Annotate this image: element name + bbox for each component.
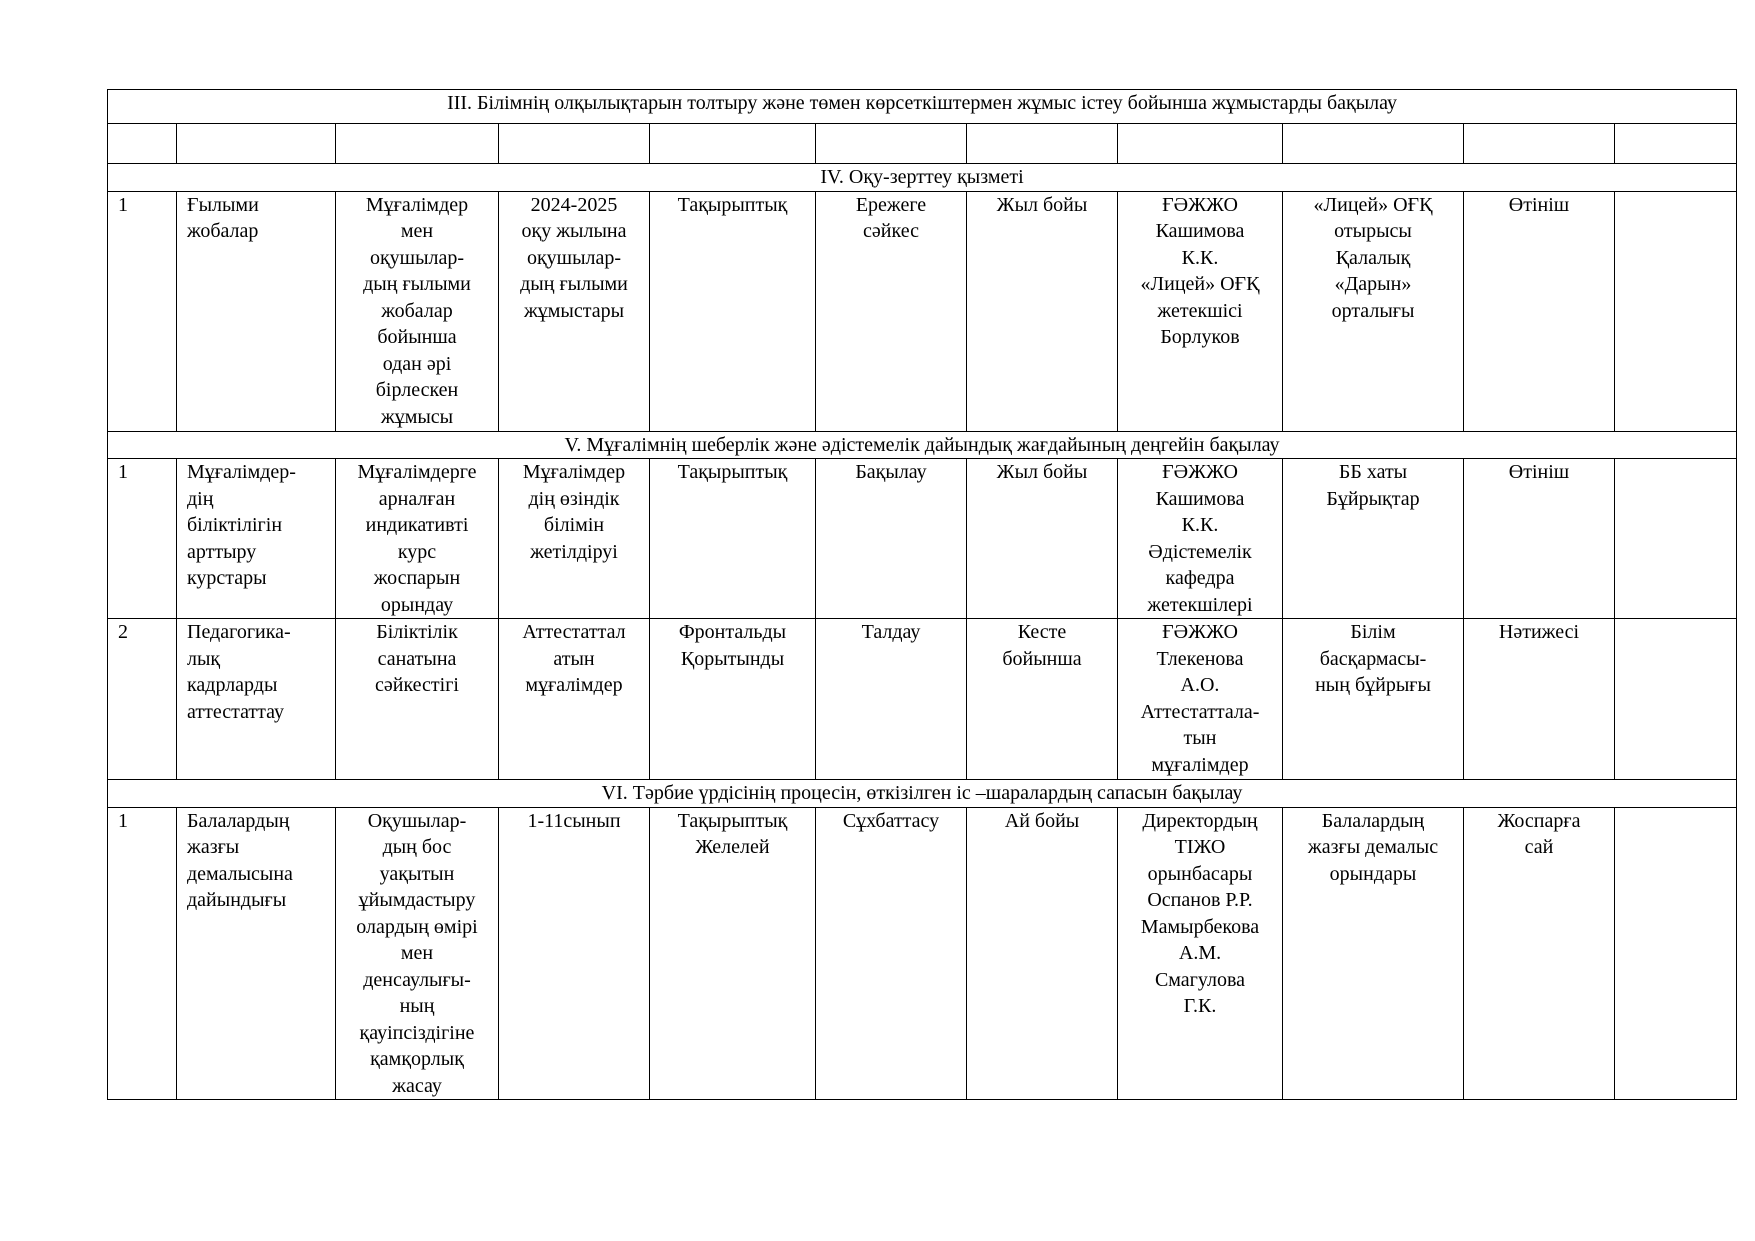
cell-line: «Лицей» ОҒҚ bbox=[1140, 273, 1260, 295]
cell-line: Жыл бойы bbox=[996, 461, 1088, 483]
cell-line: дің bbox=[187, 487, 214, 510]
cell-line: бойынша bbox=[377, 326, 457, 348]
empty-cell bbox=[1283, 124, 1464, 164]
section-title: III. Білімнің олқылықтарын толтыру және төмен көрсеткіштермен жұмыс істеу бойынша жұмыстарды бақылау bbox=[108, 90, 1737, 124]
cell-line: жобалар bbox=[381, 299, 453, 322]
control-responsible bbox=[1118, 619, 1283, 780]
row-number: 2 bbox=[108, 619, 177, 780]
control-extra bbox=[1615, 619, 1737, 780]
cell-line: дайындығы bbox=[187, 889, 287, 911]
control-extra bbox=[1615, 459, 1737, 619]
cell-line: дің өзіндік bbox=[528, 487, 620, 510]
cell-line: мұғалімдер bbox=[1151, 753, 1249, 776]
cell-line: Борлуков bbox=[1160, 326, 1240, 348]
cell-line: Аттестаттала- bbox=[1140, 700, 1260, 723]
cell-line: Қалалық bbox=[1335, 246, 1411, 269]
cell-line: кафедра bbox=[1165, 567, 1235, 589]
cell-line: Бақылау bbox=[855, 461, 927, 483]
cell-line: сәйкестігі bbox=[375, 674, 459, 696]
cell-line: мен bbox=[400, 942, 434, 964]
control-result bbox=[1464, 807, 1615, 1100]
control-topic bbox=[177, 459, 336, 619]
empty-cell bbox=[108, 124, 177, 164]
empty-cell bbox=[967, 124, 1118, 164]
cell-line: 2024-2025 bbox=[530, 193, 618, 216]
cell-line: ның bbox=[399, 995, 435, 1017]
cell-line: Балалардың bbox=[187, 809, 290, 832]
cell-line: А.М. bbox=[1178, 942, 1222, 964]
cell-line: жазғы bbox=[187, 836, 240, 858]
control-period bbox=[967, 459, 1118, 619]
cell-line: санатына bbox=[377, 647, 457, 670]
empty-cell bbox=[336, 124, 499, 164]
cell-line: жұмысы bbox=[380, 405, 454, 428]
cell-line: курс bbox=[397, 540, 437, 563]
cell-line: Фронтальды bbox=[678, 621, 787, 643]
row-number: 1 bbox=[108, 459, 177, 619]
control-result bbox=[1464, 459, 1615, 619]
control-result bbox=[1464, 191, 1615, 431]
section-header-row bbox=[108, 90, 1737, 124]
cell-line: ТІЖО bbox=[1174, 836, 1226, 858]
cell-line: Мұғалімдер- bbox=[187, 461, 296, 483]
control-review-place bbox=[1283, 191, 1464, 431]
cell-line: дың ғылыми bbox=[520, 273, 628, 295]
cell-line: кадрларды bbox=[187, 674, 278, 696]
section-title: V. Мұғалімнің шеберлік және әдістемелік дайындық жағдайының деңгейін бақылау bbox=[108, 431, 1737, 459]
cell-line: жоспарын bbox=[373, 567, 461, 589]
control-extra bbox=[1615, 191, 1737, 431]
control-period bbox=[967, 807, 1118, 1100]
empty-cell bbox=[1464, 124, 1615, 164]
control-goal bbox=[336, 807, 499, 1100]
cell-line: орынбасары bbox=[1147, 862, 1253, 885]
cell-line: жұмыстары bbox=[523, 299, 625, 322]
control-result bbox=[1464, 619, 1615, 780]
cell-line: Балалардың bbox=[1321, 809, 1425, 832]
cell-line: аттестаттау bbox=[187, 700, 285, 723]
cell-line: Өтініш bbox=[1508, 461, 1570, 483]
control-goal bbox=[336, 619, 499, 780]
cell-line: жетекшісі bbox=[1157, 299, 1243, 322]
control-review-place bbox=[1283, 807, 1464, 1100]
control-goal bbox=[336, 191, 499, 431]
control-object bbox=[499, 619, 650, 780]
cell-line: Нәтижесі bbox=[1498, 621, 1580, 643]
cell-line: Мамырбекова bbox=[1140, 915, 1260, 938]
cell-line: ның бұйрығы bbox=[1315, 674, 1431, 696]
cell-line: арттыру bbox=[187, 540, 257, 563]
cell-line: Г.К. bbox=[1183, 995, 1217, 1017]
cell-line: оқу жылына bbox=[521, 220, 627, 242]
cell-line: Смагулова bbox=[1154, 968, 1246, 991]
cell-line: орындары bbox=[1329, 862, 1417, 885]
control-extra bbox=[1615, 807, 1737, 1100]
control-method bbox=[816, 807, 967, 1100]
control-type bbox=[650, 459, 816, 619]
cell-line: Сұхбаттасу bbox=[842, 809, 940, 832]
table-row bbox=[108, 459, 1737, 619]
cell-line: А.О. bbox=[1180, 674, 1220, 696]
row-number: 1 bbox=[108, 807, 177, 1100]
cell-line: Жоспарға bbox=[1497, 809, 1581, 832]
control-type bbox=[650, 191, 816, 431]
cell-line: «Дарын» bbox=[1334, 273, 1412, 295]
cell-line: Бұйрықтар bbox=[1326, 487, 1420, 510]
cell-line: Жыл бойы bbox=[996, 193, 1088, 216]
control-period bbox=[967, 619, 1118, 780]
cell-line: 1-11сынып bbox=[527, 809, 621, 832]
cell-line: орталығы bbox=[1331, 299, 1415, 322]
empty-cell bbox=[499, 124, 650, 164]
control-period bbox=[967, 191, 1118, 431]
control-responsible bbox=[1118, 807, 1283, 1100]
control-type bbox=[650, 807, 816, 1100]
cell-line: жазғы демалыс bbox=[1307, 836, 1439, 858]
row-number: 1 bbox=[108, 191, 177, 431]
cell-line: Тлекенова bbox=[1156, 647, 1244, 670]
cell-line: мен bbox=[400, 220, 434, 242]
table-row bbox=[108, 191, 1737, 431]
cell-line: ҒӘЖЖО bbox=[1162, 193, 1238, 216]
control-object bbox=[499, 459, 650, 619]
control-responsible bbox=[1118, 459, 1283, 619]
cell-line: оқушылар- bbox=[526, 246, 622, 269]
cell-line: басқармасы- bbox=[1319, 647, 1427, 670]
cell-line: Тақырыптық bbox=[677, 809, 788, 832]
cell-line: білімін bbox=[543, 514, 605, 536]
cell-line: арналған bbox=[378, 487, 456, 510]
section-header-row bbox=[108, 431, 1737, 459]
cell-line: Ай бойы bbox=[1004, 809, 1080, 832]
cell-line: қауіпсіздігіне bbox=[359, 1021, 475, 1044]
empty-cell bbox=[1615, 124, 1737, 164]
cell-line: Аттестаттал bbox=[522, 621, 626, 643]
cell-line: индикативті bbox=[365, 514, 469, 536]
cell-line: қамқорлық bbox=[370, 1048, 464, 1070]
empty-cell bbox=[816, 124, 967, 164]
cell-line: К.К. bbox=[1181, 246, 1219, 269]
cell-line: Талдау bbox=[861, 621, 921, 643]
control-review-place bbox=[1283, 459, 1464, 619]
cell-line: Оқушылар- bbox=[367, 809, 467, 832]
cell-line: жетекшілері bbox=[1147, 593, 1253, 616]
section-title: IV. Оқу-зерттеу қызметі bbox=[108, 164, 1737, 192]
control-topic bbox=[177, 619, 336, 780]
control-goal bbox=[336, 459, 499, 619]
cell-line: бойынша bbox=[1002, 647, 1082, 670]
cell-line: мұғалімдер bbox=[525, 674, 623, 696]
control-method bbox=[816, 459, 967, 619]
cell-line: Тақырыптық bbox=[677, 193, 788, 216]
cell-line: орындау bbox=[380, 593, 454, 616]
cell-line: тын bbox=[1183, 727, 1217, 749]
empty-row bbox=[108, 124, 1737, 164]
cell-line: біліктілігін bbox=[187, 514, 283, 536]
control-object bbox=[499, 807, 650, 1100]
cell-line: одан әрі bbox=[382, 352, 452, 375]
section-header-row bbox=[108, 164, 1737, 192]
cell-line: Мұғалімдерге bbox=[357, 461, 477, 483]
cell-line: Мұғалімдер bbox=[522, 461, 626, 483]
cell-line: Ғылыми bbox=[187, 193, 259, 216]
cell-line: уақытын bbox=[379, 862, 455, 885]
cell-line: Қорытынды bbox=[680, 647, 785, 670]
empty-cell bbox=[177, 124, 336, 164]
cell-line: Кашимова bbox=[1155, 220, 1245, 242]
cell-line: Тақырыптық bbox=[677, 461, 788, 483]
cell-line: ҒӘЖЖО bbox=[1162, 461, 1238, 483]
control-review-place bbox=[1283, 619, 1464, 780]
cell-line: дың ғылыми bbox=[363, 273, 471, 295]
cell-line: бірлескен bbox=[375, 379, 459, 401]
cell-line: курстары bbox=[187, 567, 267, 589]
cell-line: Оспанов Р.Р. bbox=[1147, 889, 1253, 911]
cell-line: К.К. bbox=[1181, 514, 1219, 536]
cell-line: атын bbox=[553, 647, 595, 670]
cell-line: Мұғалімдер bbox=[365, 193, 469, 216]
cell-line: сай bbox=[1524, 836, 1554, 858]
cell-line: Өтініш bbox=[1508, 193, 1570, 216]
cell-line: жасау bbox=[392, 1074, 442, 1097]
cell-line: демалысына bbox=[187, 862, 293, 885]
cell-line: Ережеге bbox=[855, 193, 927, 216]
section-title: VI. Тәрбие үрдісінің процесін, өткізілген іс –шаралардың сапасын бақылау bbox=[108, 780, 1737, 808]
cell-line: сәйкес bbox=[863, 220, 919, 242]
table-row bbox=[108, 807, 1737, 1100]
control-topic bbox=[177, 191, 336, 431]
cell-line: денсаулығы- bbox=[363, 968, 471, 991]
cell-line: дың бос bbox=[382, 836, 452, 858]
control-plan-table bbox=[107, 89, 1737, 1100]
cell-line: Кашимова bbox=[1155, 487, 1245, 510]
cell-line: жобалар bbox=[187, 220, 259, 242]
cell-line: Біліктілік bbox=[376, 621, 458, 643]
cell-line: ҒӘЖЖО bbox=[1162, 621, 1238, 643]
cell-line: «Лицей» ОҒҚ bbox=[1313, 193, 1433, 216]
cell-line: Кесте bbox=[1017, 621, 1067, 643]
control-responsible bbox=[1118, 191, 1283, 431]
cell-line: оқушылар- bbox=[369, 246, 465, 269]
cell-line: Педагогика- bbox=[187, 621, 291, 643]
control-type bbox=[650, 619, 816, 780]
cell-line: жетілдіруі bbox=[530, 540, 618, 563]
table-row bbox=[108, 619, 1737, 780]
section-header-row bbox=[108, 780, 1737, 808]
cell-line: Білім bbox=[1350, 621, 1396, 643]
control-topic bbox=[177, 807, 336, 1100]
cell-line: ББ хаты bbox=[1338, 461, 1408, 483]
cell-line: ұйымдастыру bbox=[358, 889, 476, 911]
empty-cell bbox=[1118, 124, 1283, 164]
cell-line: Желелей bbox=[695, 836, 770, 858]
cell-line: Директордың bbox=[1142, 809, 1258, 832]
cell-line: отырысы bbox=[1334, 220, 1412, 242]
empty-cell bbox=[650, 124, 816, 164]
control-object bbox=[499, 191, 650, 431]
cell-line: лық bbox=[187, 647, 221, 670]
control-method bbox=[816, 191, 967, 431]
cell-line: олардың өмірі bbox=[356, 915, 478, 938]
control-method bbox=[816, 619, 967, 780]
cell-line: Әдістемелік bbox=[1148, 540, 1252, 563]
